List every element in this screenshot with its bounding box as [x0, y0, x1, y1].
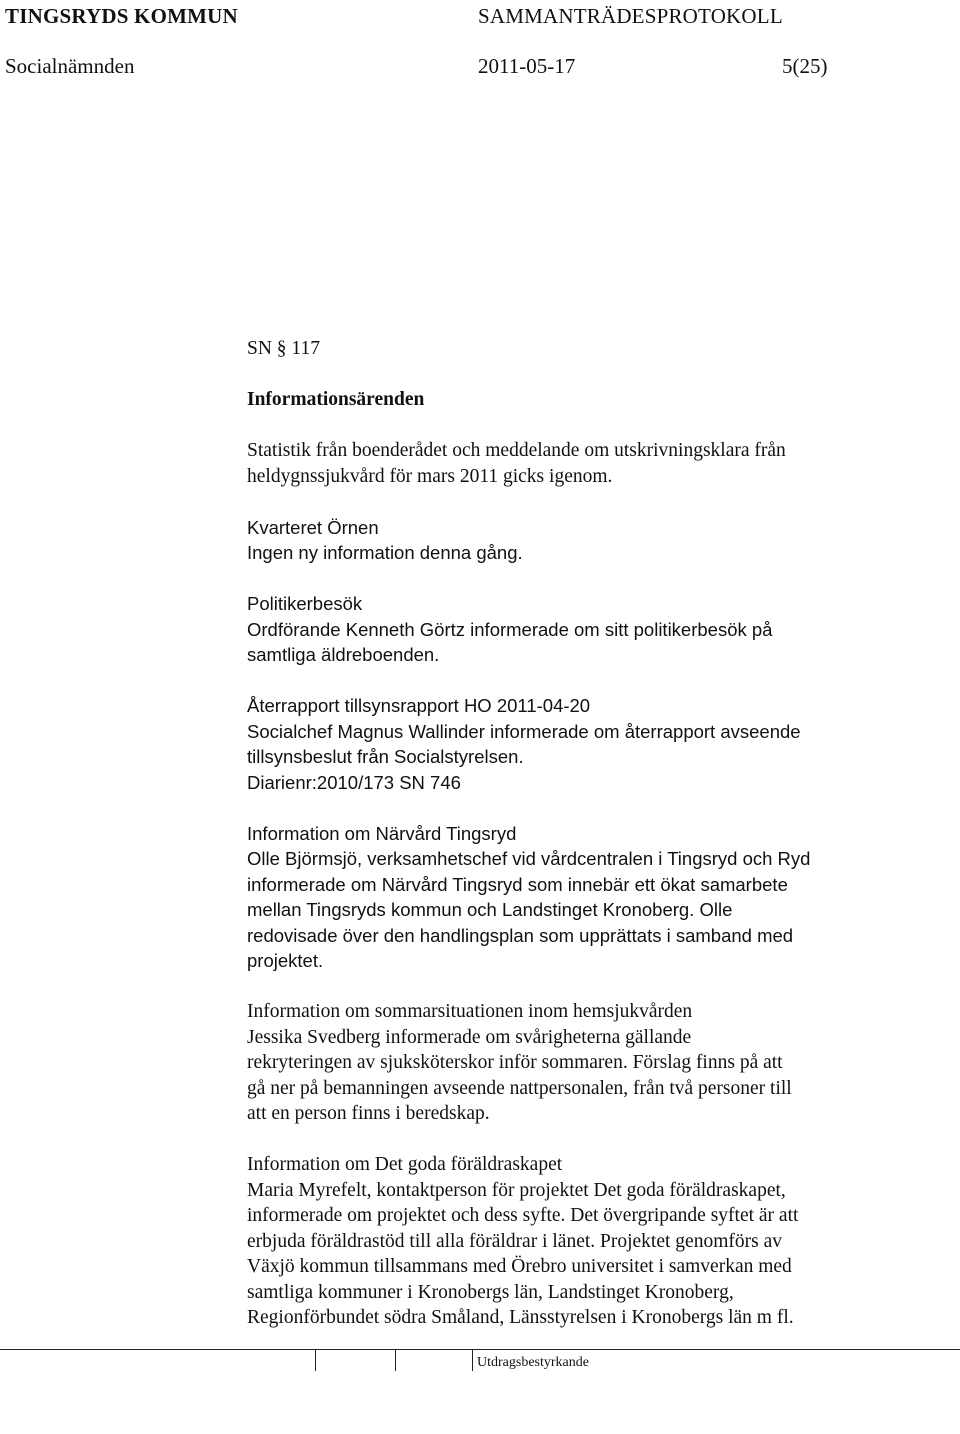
section-title: Informationsärenden: [247, 389, 425, 410]
text-line: redovisade över den handlingsplan som upprättats i samband med: [247, 924, 794, 946]
text-line: Regionförbundet södra Småland, Länsstyrelsen i Kronobergs län m fl.: [247, 1307, 794, 1328]
paragraph-heading: Information om Närvård Tingsryd: [247, 822, 517, 844]
paragraph-narvard-tingsryd: [247, 821, 947, 974]
page-number: 5(25): [782, 54, 828, 78]
paragraph-foraldraskapet: [247, 1152, 947, 1331]
paragraph-heading: Information om sommarsituationen inom hemsjukvården: [247, 1001, 693, 1022]
paragraph-hemsjukvarden: [247, 999, 947, 1127]
text-line: Statistik från boenderådet och meddelande om utskrivningsklara från: [247, 440, 786, 461]
text-line: erbjuda föräldrastöd till alla föräldrar i länet. Projektet genomförs av: [247, 1230, 782, 1252]
text-line: rekryteringen av sjuksköterskor inför sommaren. Förslag finns på att: [247, 1052, 783, 1073]
text-line: heldygnssjukvård för mars 2011 gicks igenom.: [247, 465, 613, 487]
text-line: att en person finns i beredskap.: [247, 1103, 490, 1124]
text-line: Jessika Svedberg informerade om svårigheterna gällande: [247, 1026, 692, 1048]
organization-name: TINGSRYDS KOMMUN: [5, 4, 238, 28]
text-line: mellan Tingsryds kommun och Landstinget Kronoberg. Olle: [247, 899, 733, 920]
text-line: samtliga äldreboenden.: [247, 644, 440, 665]
diarienummer: Diarienr:2010/173 SN 746: [247, 771, 461, 793]
text-line: Socialchef Magnus Wallinder informerade om återrapport avseende: [247, 720, 801, 742]
section-number: SN § 117: [247, 338, 320, 359]
signature-box-divider: [315, 1349, 316, 1371]
paragraph-aterrapport: [247, 693, 947, 795]
committee-name: Socialnämnden: [5, 54, 135, 78]
text-line: Ingen ny information denna gång.: [247, 542, 523, 563]
text-line: projektet.: [247, 950, 324, 971]
text-line: informerade om Närvård Tingsryd som innebär ett ökat samarbete: [247, 873, 788, 895]
signature-box-divider: [395, 1349, 396, 1371]
paragraph-heading: Politikerbesök: [247, 593, 363, 614]
text-line: Växjö kommun tillsammans med Örebro universitet i samverkan med: [247, 1256, 792, 1277]
paragraph-kvarteret-ornen: [247, 515, 947, 566]
text-line: informerade om projektet och dess syfte. Det övergripande syftet är att: [247, 1205, 799, 1226]
paragraph-heading: Återrapport tillsynsrapport HO 2011-04-20: [247, 695, 591, 716]
text-line: tillsynsbeslut från Socialstyrelsen.: [247, 746, 524, 767]
document-type: SAMMANTRÄDESPROTOKOLL: [478, 4, 783, 28]
text-line: Olle Björmsjö, verksamhetschef vid vårdcentralen i Tingsryd och Ryd: [247, 848, 811, 869]
text-line: Maria Myrefelt, kontaktperson för projektet Det goda föräldraskapet,: [247, 1179, 786, 1201]
paragraph-statistics: [247, 438, 947, 489]
paragraph-heading: Kvarteret Örnen: [247, 516, 379, 538]
signature-box-divider: [472, 1349, 473, 1371]
text-line: Ordförande Kenneth Görtz informerade om sitt politikerbesök på: [247, 618, 773, 640]
meeting-date: 2011-05-17: [478, 54, 576, 78]
paragraph-heading: Information om Det goda föräldraskapet: [247, 1154, 563, 1175]
paragraph-politikerbesok: [247, 591, 947, 668]
text-line: gå ner på bemanningen avseende nattpersonalen, från två personer till: [247, 1077, 792, 1099]
text-line: samtliga kommuner i Kronobergs län, Landstinget Kronoberg,: [247, 1281, 734, 1303]
footer-divider: [0, 1349, 960, 1350]
footer-label: Utdragsbestyrkande: [477, 1355, 589, 1370]
protocol-body: [247, 336, 947, 1331]
